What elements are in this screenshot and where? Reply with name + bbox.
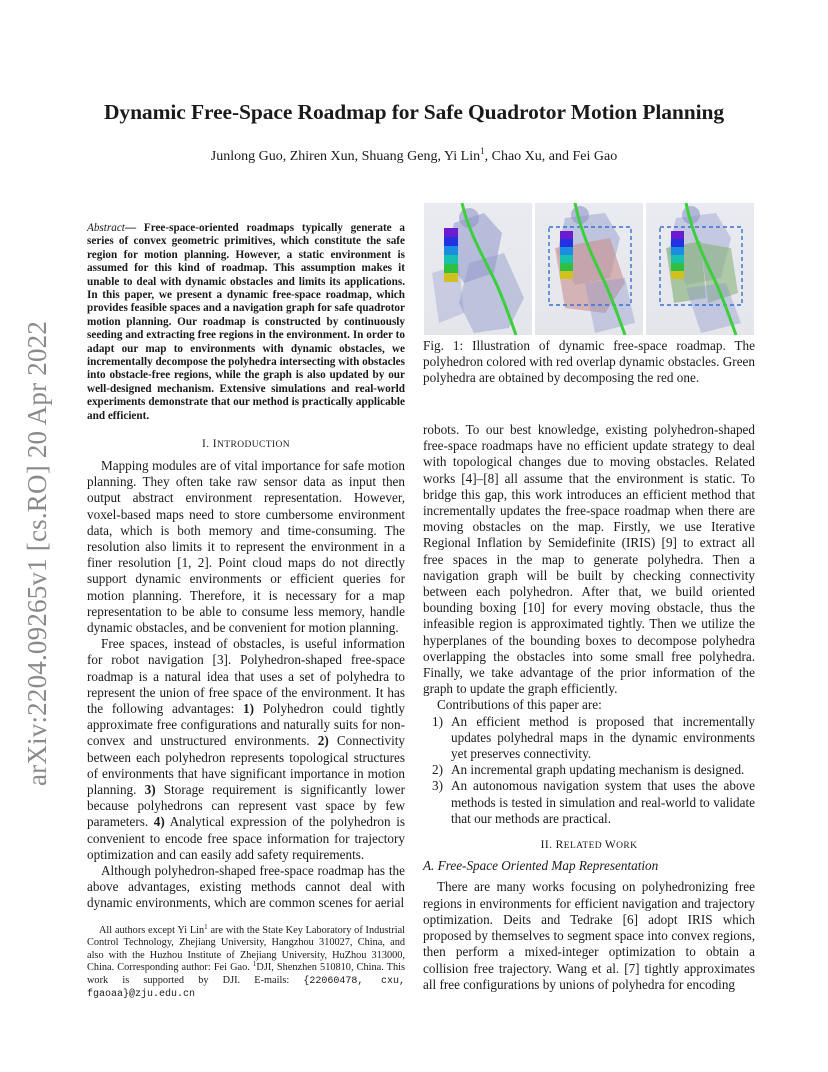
figure-1-caption: Fig. 1: Illustration of dynamic free-space roadmap. The polyhedron colored with red overlap dynamic obstacles. Green polyhedra are obtained by decomposing the red one. bbox=[423, 338, 755, 386]
list-number: 2) bbox=[432, 762, 443, 778]
abstract-text: — Free-space-oriented roadmaps typically generate a series of convex geometric primitives, which constitute the safe region for motion planning. However, a static environment is assumed for this kind of roadmap. This assumption makes it unable to deal with dynamic obstacles and limits its applications. In this paper, we present a dynamic free-space roadmap, which provides feasible spaces and a navigation graph for safe quadrotor motion planning. Our roadmap is constructed by continuously seeding and extracting free regions in the environment. In order to adapt our map to environments with dynamic obstacles, we incrementally decompose the polyhedra intersecting with obstacles into obstacle-free regions, while the graph is also updated by our well-designed mechanism. Extensive simulations and real-world experiments demonstrate that our method is practically applicable and efficient. bbox=[87, 222, 405, 422]
figure-1 bbox=[424, 203, 754, 335]
roadmap-illustration-2 bbox=[535, 203, 643, 335]
abstract-label: Abstract bbox=[87, 222, 125, 234]
text-run: Connectivity between each polyhedron represents topological structures of environments that have significant importance in motion planning. bbox=[87, 733, 405, 798]
section-initial: I bbox=[212, 438, 217, 450]
author-list bbox=[0, 146, 828, 165]
paragraph: Mapping modules are of vital importance for safe motion planning. They often take raw sensor data as input then output abstract environment representation. However, voxel-based maps need to store cumbersome environment data, which is both memory and time-consuming. The resolution also limits it to represent the environment in a finer resolution [1, 2]. Point cloud maps do not directly support dynamic environments or efficient queries for motion planning. Therefore, it is necessary for a map representation to be able to consume less memory, handle dynamic obstacles, and be convenient for motion planning. bbox=[87, 458, 405, 636]
list-item bbox=[423, 714, 755, 763]
roadmap-illustration-3 bbox=[646, 203, 754, 335]
text-run: Storage requirement is significantly lower because polyhedrons can represent vast space by few parameters. bbox=[87, 782, 405, 830]
paragraph: Contributions of this paper are: bbox=[437, 697, 602, 713]
subsection-heading: A. Free-Space Oriented Map Representation bbox=[423, 858, 659, 874]
text-run: Free spaces, instead of obstacles, is useful information for robot navigation [3]. Polyhedron-shaped free-space roadmap is a natural idea that uses a set of polyhedra to represent the union of free space of the environment. It has the following advantages: bbox=[87, 636, 405, 717]
paragraph: Although polyhedron-shaped free-space roadmap has the above advantages, existing methods cannot deal with dynamic environments, which are common scenes for aerial bbox=[87, 863, 405, 911]
text-run: Analytical expression of the polyhedron is convenient to encode free space information for trajectory optimization and can easily add safety requirements. bbox=[87, 814, 406, 862]
author-affiliation-mark: 1 bbox=[480, 146, 485, 156]
section-rest: NTRODUCTION bbox=[217, 440, 291, 450]
text-run: All authors except Yi Lin bbox=[99, 925, 205, 936]
list-item bbox=[423, 778, 755, 827]
arxiv-stamp: arXiv:2204.09265v1 [cs.RO] 20 Apr 2022 bbox=[22, 320, 52, 786]
list-number: 1) bbox=[432, 713, 443, 729]
list-text: An incremental graph updating mechanism is designed. bbox=[451, 762, 745, 778]
paragraph: robots. To our best knowledge, existing polyhedron-shaped free-space roadmaps have no efficient update strategy to deal with topological changes due to moving obstacles. Related works [4]–[8] all assume that the environment is static. To bridge this gap, this work introduces an efficient method that incrementally updates the free-space roadmap when there are moving obstacles on the map. Firstly, we use Iterative Regional Inflation by Semidefinite (IRIS) [9] to extract all free spaces in the map to generate polyhedra. Then a navigation graph will be built by checking connectivity between each polyhedron. After that, we build oriented bounding boxing [10] for every moving obstacle, thus the infeasible region is approximated tightly. Then we utilize the hyperplanes of the bounding boxes to decompose polyhedra overlapping the obstacles into some small free polyhedra. Finally, we take advantage of the prior information of the graph to update the graph efficiently. bbox=[423, 422, 755, 697]
figure-panel-3 bbox=[646, 203, 754, 335]
paper-title: Dynamic Free-Space Roadmap for Safe Quadrotor Motion Planning bbox=[104, 100, 724, 124]
list-item bbox=[423, 762, 755, 778]
section-rest: ORK bbox=[616, 841, 638, 852]
figure-panel-2 bbox=[535, 203, 643, 335]
text-run: DJI, Shenzhen 510810, China. This work is supported by DJI. E-mails: bbox=[87, 962, 405, 986]
footnote-text bbox=[87, 925, 405, 1001]
section-heading-related-work bbox=[423, 837, 755, 854]
footnote bbox=[87, 925, 405, 1001]
section-number: II. bbox=[540, 839, 556, 852]
contributions-list bbox=[423, 714, 755, 827]
paragraph bbox=[87, 636, 405, 863]
text-run: are with the State Key Laboratory of Industrial Control Technology, Zhejiang University, Hangzhou 310027, China, and also with the Huzhou Institute of Zhejiang University, HuZhou 313000, China. Corresponding author: Fei Gao. bbox=[87, 925, 406, 974]
list-text: An autonomous navigation system that uses the above methods is tested in simulation and real-world to validate that our methods are practical. bbox=[451, 778, 755, 826]
roadmap-illustration-1 bbox=[424, 203, 532, 335]
list-marker: 4) bbox=[153, 814, 165, 830]
figure-panel-1 bbox=[424, 203, 532, 335]
list-marker: 1) bbox=[243, 701, 255, 717]
list-text: An efficient method is proposed that incrementally updates polyhedral maps in the dynamic environments yet preserves connectivity. bbox=[451, 713, 755, 762]
footnote-mark: 1 bbox=[204, 923, 208, 931]
authors-tail: , Chao Xu, and Fei Gao bbox=[484, 149, 618, 164]
list-number: 3) bbox=[432, 778, 443, 794]
section-number: I. bbox=[201, 438, 213, 450]
abstract bbox=[87, 222, 405, 423]
list-marker: 2) bbox=[317, 733, 329, 749]
paragraph: There are many works focusing on polyhedronizing free regions in environments for efficient navigation and trajectory optimization. Deits and Tedrake [6] adopt IRIS which proposed by themselves to segment space into convex regions, then perform a mixed-integer optimization to obtain a collision free trajectory. Wang et al. [7] tightly approximates all free configurations by unions of polyhedra for encoding bbox=[423, 879, 755, 992]
footnote-mark: 1 bbox=[252, 960, 257, 969]
email-list: {22060478, cxu, fgaoaa}@zju.edu.cn bbox=[87, 975, 405, 1001]
section-heading-introduction bbox=[87, 438, 405, 450]
section-initial: W bbox=[604, 839, 617, 852]
authors-main: Junlong Guo, Zhiren Xun, Shuang Geng, Yi Lin bbox=[210, 149, 481, 164]
text-run: Polyhedron could tightly approximate free configurations and naturally suits for non-convex and unstructured environments. bbox=[87, 701, 405, 749]
section-rest: ELATED bbox=[563, 841, 605, 852]
right-column-body bbox=[423, 422, 755, 993]
introduction-body bbox=[87, 458, 405, 912]
list-marker: 3) bbox=[144, 782, 156, 798]
section-initial: R bbox=[555, 839, 564, 852]
